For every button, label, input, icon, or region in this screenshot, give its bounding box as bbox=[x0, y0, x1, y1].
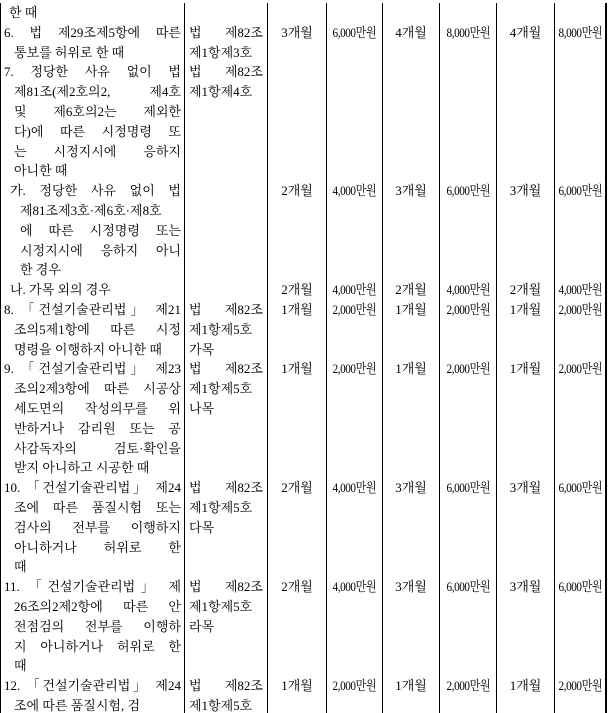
text-line: 조에 따른 품질시험 또는 bbox=[14, 499, 181, 515]
penalty-period-cell bbox=[497, 23, 555, 63]
text-line bbox=[497, 280, 554, 300]
suspension-period: 3개월 bbox=[509, 579, 542, 595]
text-line bbox=[327, 23, 382, 43]
penalty-fine-cell bbox=[555, 359, 607, 478]
text-line: 법 제82조 bbox=[189, 301, 263, 317]
violation-cell bbox=[0, 23, 185, 63]
suspension-period: 3개월 bbox=[509, 183, 542, 199]
suspension-period: 3개월 bbox=[395, 183, 427, 199]
text-line bbox=[268, 181, 326, 201]
legal-basis-cell bbox=[185, 577, 268, 676]
text-line: 받지 아니하고 시공한 때 bbox=[14, 460, 150, 476]
text-line bbox=[327, 181, 382, 201]
text-line: 법 제82조 bbox=[189, 678, 263, 694]
suspension-period: 2개월 bbox=[395, 282, 427, 298]
penalty-fine-cell bbox=[440, 359, 497, 478]
penalty-fine-cell bbox=[555, 181, 607, 280]
text-line: 제1항제5호 bbox=[189, 499, 253, 515]
fine-amount: 6,000만원 bbox=[446, 579, 490, 595]
table-row-item-7 bbox=[0, 62, 607, 181]
violation-cell bbox=[0, 577, 185, 676]
text-line bbox=[497, 577, 554, 597]
fine-amount: 2,000만원 bbox=[558, 361, 603, 377]
penalty-fine-cell bbox=[327, 280, 383, 300]
suspension-period: 1개월 bbox=[395, 361, 427, 377]
fine-amount: 6,000만원 bbox=[558, 579, 603, 595]
fine-amount: 2,000만원 bbox=[446, 678, 490, 694]
penalty-period-cell bbox=[268, 62, 327, 181]
violation-cell bbox=[0, 3, 185, 23]
text-line bbox=[497, 300, 554, 320]
penalty-period-cell bbox=[497, 577, 555, 676]
fine-amount: 6,000만원 bbox=[558, 183, 603, 199]
text-line bbox=[383, 676, 439, 696]
penalty-fine-cell bbox=[327, 3, 383, 23]
text-line bbox=[327, 359, 382, 379]
text-line bbox=[268, 577, 326, 597]
penalty-fine-cell bbox=[440, 280, 497, 300]
penalty-fine-cell bbox=[555, 577, 607, 676]
text-line: 지 아니하거나 허위로 한 bbox=[14, 638, 181, 654]
suspension-period: 2개월 bbox=[281, 282, 313, 298]
penalty-period-cell bbox=[268, 577, 327, 676]
text-line: 및 제6호의2는 제외한 bbox=[14, 103, 181, 119]
text-line: 법 제82조 bbox=[189, 480, 263, 496]
text-line bbox=[268, 478, 326, 498]
suspension-period: 1개월 bbox=[395, 301, 427, 317]
suspension-period: 2개월 bbox=[281, 579, 313, 595]
text-line bbox=[555, 280, 605, 300]
penalty-fine-cell bbox=[327, 300, 383, 359]
text-line bbox=[268, 23, 326, 43]
penalty-period-cell bbox=[497, 181, 555, 280]
text-line: 나. 가목 외의 경우 bbox=[10, 282, 111, 298]
fine-amount: 8,000만원 bbox=[446, 24, 490, 40]
text-line: 제81조제3호·제6호·제8호 bbox=[20, 202, 162, 218]
text-line bbox=[497, 359, 554, 379]
penalty-period-cell bbox=[268, 300, 327, 359]
suspension-period: 1개월 bbox=[281, 361, 313, 377]
text-line: 명령을 이행하지 아니한 때 bbox=[14, 341, 162, 357]
text-line: 10. 「건설기술관리법」 제24 bbox=[4, 480, 181, 496]
text-line bbox=[383, 23, 439, 43]
text-line bbox=[497, 478, 554, 498]
text-line bbox=[555, 359, 605, 379]
text-line bbox=[555, 478, 605, 498]
text-line bbox=[440, 280, 496, 300]
penalty-period-cell bbox=[383, 577, 440, 676]
text-line: 제81조(제2호의2, 제4호 bbox=[14, 84, 181, 100]
penalty-fine-cell bbox=[555, 3, 607, 23]
penalty-fine-cell bbox=[555, 676, 607, 713]
penalty-period-cell bbox=[497, 62, 555, 181]
text-line: 가. 정당한 사유 없이 법 bbox=[10, 183, 181, 199]
text-line: 7. 정당한 사유 없이 법 bbox=[4, 64, 181, 80]
penalty-period-cell bbox=[383, 23, 440, 63]
text-line: 26조의2제2항에 따른 안 bbox=[14, 598, 181, 614]
text-line: 법 제82조 bbox=[189, 24, 263, 40]
penalty-fine-cell bbox=[327, 676, 383, 713]
text-line: 조의2제3항에 따른 시공상 bbox=[14, 381, 181, 397]
legal-basis-cell bbox=[185, 359, 268, 478]
text-line: 통보를 허위로 한 때 bbox=[14, 44, 125, 60]
text-line bbox=[555, 181, 605, 201]
penalty-period-cell bbox=[497, 478, 555, 577]
table-row-carryover bbox=[0, 3, 607, 23]
table-row-item-12 bbox=[0, 676, 607, 713]
table-row-item-7-na bbox=[0, 280, 607, 300]
suspension-period: 1개월 bbox=[509, 678, 542, 694]
text-line: 나목 bbox=[189, 400, 215, 416]
text-line bbox=[327, 300, 382, 320]
text-line: 한 경우 bbox=[20, 262, 61, 278]
text-line: 제1항제5호 bbox=[189, 697, 253, 713]
violation-cell bbox=[0, 478, 185, 577]
text-line bbox=[383, 478, 439, 498]
text-line: 다)에 따른 시정명령 또 bbox=[14, 123, 181, 139]
penalty-period-cell bbox=[268, 3, 327, 23]
text-line: 가목 bbox=[189, 341, 215, 357]
penalty-fine-cell bbox=[327, 23, 383, 63]
text-line: 는 시정지시에 응하지 bbox=[14, 143, 181, 159]
text-line bbox=[440, 676, 496, 696]
violation-cell bbox=[0, 62, 185, 181]
penalty-fine-cell bbox=[327, 62, 383, 181]
penalty-period-cell bbox=[268, 23, 327, 63]
suspension-period: 4개월 bbox=[395, 24, 427, 40]
violation-cell bbox=[0, 300, 185, 359]
legal-basis-cell bbox=[185, 280, 268, 300]
penalty-period-cell bbox=[497, 359, 555, 478]
text-line: 라목 bbox=[189, 618, 215, 634]
penalty-period-cell bbox=[268, 280, 327, 300]
legal-basis-cell bbox=[185, 478, 268, 577]
fine-amount: 2,000만원 bbox=[332, 678, 377, 694]
text-line: 11. 「건설기술관리법」 제 bbox=[4, 579, 181, 595]
penalty-fine-cell bbox=[555, 23, 607, 63]
text-line bbox=[440, 181, 496, 201]
suspension-period: 3개월 bbox=[395, 579, 427, 595]
text-line: 전점검의 전부를 이행하 bbox=[14, 618, 181, 634]
text-line: 반하거나 감리원 또는 공 bbox=[14, 420, 181, 436]
text-line bbox=[555, 577, 605, 597]
fine-amount: 2,000만원 bbox=[558, 678, 603, 694]
penalty-fine-cell bbox=[440, 577, 497, 676]
text-line: 6. 법 제29조제5항에 따른 bbox=[4, 24, 181, 40]
text-line bbox=[440, 577, 496, 597]
penalty-fine-cell bbox=[327, 359, 383, 478]
text-line: 때 bbox=[14, 658, 27, 674]
penalty-period-cell bbox=[383, 359, 440, 478]
legal-basis-cell bbox=[185, 23, 268, 63]
text-line: 시정지시에 응하지 아니 bbox=[20, 242, 181, 258]
text-line bbox=[497, 23, 554, 43]
penalty-period-cell bbox=[497, 3, 555, 23]
suspension-period: 2개월 bbox=[281, 480, 313, 496]
text-line bbox=[268, 280, 326, 300]
suspension-period: 3개월 bbox=[509, 480, 542, 496]
text-line bbox=[555, 676, 605, 696]
penalty-fine-cell bbox=[440, 23, 497, 63]
suspension-period: 4개월 bbox=[509, 24, 542, 40]
text-line: 제1항제5호 bbox=[189, 598, 253, 614]
suspension-period: 1개월 bbox=[509, 301, 542, 317]
penalty-period-cell bbox=[497, 280, 555, 300]
fine-amount: 2,000만원 bbox=[446, 361, 490, 377]
text-line: 에 따른 시정명령 또는 bbox=[20, 222, 181, 238]
penalty-fine-cell bbox=[555, 478, 607, 577]
text-line: 9. 「건설기술관리법」 제23 bbox=[4, 361, 181, 377]
text-line: 제1항제5호 bbox=[189, 381, 253, 397]
table-row-item-8 bbox=[0, 300, 607, 359]
fine-amount: 6,000만원 bbox=[446, 480, 490, 496]
suspension-period: 1개월 bbox=[281, 678, 313, 694]
fine-amount: 4,000만원 bbox=[332, 183, 377, 199]
text-line bbox=[383, 577, 439, 597]
violation-cell bbox=[0, 280, 185, 300]
text-line bbox=[327, 676, 382, 696]
fine-amount: 4,000만원 bbox=[332, 480, 377, 496]
text-line bbox=[555, 23, 605, 43]
violation-cell bbox=[0, 676, 185, 713]
violation-cell bbox=[0, 359, 185, 478]
penalty-period-cell bbox=[383, 3, 440, 23]
penalty-period-cell bbox=[268, 181, 327, 280]
legal-basis-cell bbox=[185, 3, 268, 23]
fine-amount: 2,000만원 bbox=[332, 301, 377, 317]
penalty-fine-cell bbox=[440, 181, 497, 280]
penalty-fine-cell bbox=[440, 3, 497, 23]
table-row-item-7-ga bbox=[0, 181, 607, 280]
suspension-period: 1개월 bbox=[395, 678, 427, 694]
text-line bbox=[383, 181, 439, 201]
text-line: 법 제82조 bbox=[189, 361, 263, 377]
legal-basis-cell bbox=[185, 181, 268, 280]
text-line bbox=[383, 280, 439, 300]
penalty-period-cell bbox=[383, 62, 440, 181]
fine-amount: 4,000만원 bbox=[558, 282, 603, 298]
text-line: 제1항제3호 bbox=[189, 44, 253, 60]
text-line bbox=[383, 300, 439, 320]
text-line: 세도면의 작성의무를 위 bbox=[14, 400, 181, 416]
text-line bbox=[383, 359, 439, 379]
legal-basis-cell bbox=[185, 676, 268, 713]
penalty-period-cell bbox=[268, 478, 327, 577]
text-line bbox=[327, 280, 382, 300]
text-line bbox=[440, 359, 496, 379]
penalty-period-cell bbox=[383, 280, 440, 300]
penalty-fine-cell bbox=[440, 676, 497, 713]
suspension-period: 2개월 bbox=[281, 183, 313, 199]
penalty-period-cell bbox=[383, 181, 440, 280]
text-line: 제1항제5호 bbox=[189, 321, 253, 337]
text-line: 한 때 bbox=[9, 5, 38, 20]
fine-amount: 6,000만원 bbox=[558, 480, 603, 496]
penalty-fine-cell bbox=[440, 300, 497, 359]
text-line bbox=[440, 23, 496, 43]
fine-amount: 2,000만원 bbox=[446, 301, 490, 317]
text-line: 제1항제4호 bbox=[189, 84, 253, 100]
legal-basis-cell bbox=[185, 300, 268, 359]
suspension-period: 2개월 bbox=[509, 282, 542, 298]
text-line: 12. 「건설기술관리법」 제24 bbox=[4, 678, 181, 694]
penalty-fine-cell bbox=[327, 181, 383, 280]
penalty-period-cell bbox=[383, 300, 440, 359]
text-line bbox=[327, 478, 382, 498]
penalty-period-cell bbox=[268, 676, 327, 713]
table-row-item-6 bbox=[0, 23, 607, 63]
text-line bbox=[268, 676, 326, 696]
text-line: 조의5제1항에 따른 시정 bbox=[14, 321, 181, 337]
suspension-period: 3개월 bbox=[395, 480, 427, 496]
violation-cell bbox=[0, 181, 185, 280]
penalty-period-cell bbox=[383, 676, 440, 713]
fine-amount: 2,000만원 bbox=[332, 361, 377, 377]
fine-amount: 4,000만원 bbox=[332, 579, 377, 595]
text-line: 검사의 전부를 이행하지 bbox=[14, 519, 181, 535]
text-line bbox=[327, 577, 382, 597]
text-line bbox=[268, 300, 326, 320]
text-line bbox=[555, 300, 605, 320]
penalty-period-cell bbox=[497, 676, 555, 713]
text-line: 사감독자의 검토·확인을 bbox=[14, 440, 181, 456]
penalty-fine-cell bbox=[440, 478, 497, 577]
legal-basis-cell bbox=[185, 62, 268, 181]
text-line: 아니하거나 허위로 한 bbox=[14, 539, 181, 555]
text-line bbox=[268, 359, 326, 379]
fine-amount: 2,000만원 bbox=[558, 301, 603, 317]
table-row-item-11 bbox=[0, 577, 607, 676]
table-row-item-9 bbox=[0, 359, 607, 478]
text-line: 조에 따른 품질시험, 검 bbox=[14, 697, 141, 713]
penalty-fine-cell bbox=[327, 577, 383, 676]
suspension-period: 1개월 bbox=[509, 361, 542, 377]
fine-amount: 4,000만원 bbox=[332, 282, 377, 298]
fine-amount: 6,000만원 bbox=[332, 24, 377, 40]
text-line bbox=[440, 478, 496, 498]
penalty-period-cell bbox=[383, 478, 440, 577]
penalty-fine-cell bbox=[440, 62, 497, 181]
penalty-fine-cell bbox=[555, 62, 607, 181]
text-line: 8. 「건설기술관리법」 제21 bbox=[4, 301, 181, 317]
text-line bbox=[497, 181, 554, 201]
text-line: 아니한 때 bbox=[14, 163, 68, 179]
text-line bbox=[497, 676, 554, 696]
fine-amount: 4,000만원 bbox=[446, 282, 490, 298]
text-line: 다목 bbox=[189, 519, 215, 535]
suspension-period: 3개월 bbox=[281, 24, 313, 40]
penalty-period-cell bbox=[497, 300, 555, 359]
text-line: 법 제82조 bbox=[189, 64, 263, 80]
suspension-period: 1개월 bbox=[281, 301, 313, 317]
fine-amount: 8,000만원 bbox=[558, 24, 603, 40]
text-line: 법 제82조 bbox=[189, 579, 263, 595]
text-line: 때 bbox=[14, 559, 27, 575]
penalty-period-cell bbox=[268, 359, 327, 478]
text-line bbox=[440, 300, 496, 320]
penalty-fine-cell bbox=[327, 478, 383, 577]
fine-amount: 6,000만원 bbox=[446, 183, 490, 199]
penalty-fine-cell bbox=[555, 300, 607, 359]
penalty-fine-cell bbox=[555, 280, 607, 300]
table-row-item-10 bbox=[0, 478, 607, 577]
